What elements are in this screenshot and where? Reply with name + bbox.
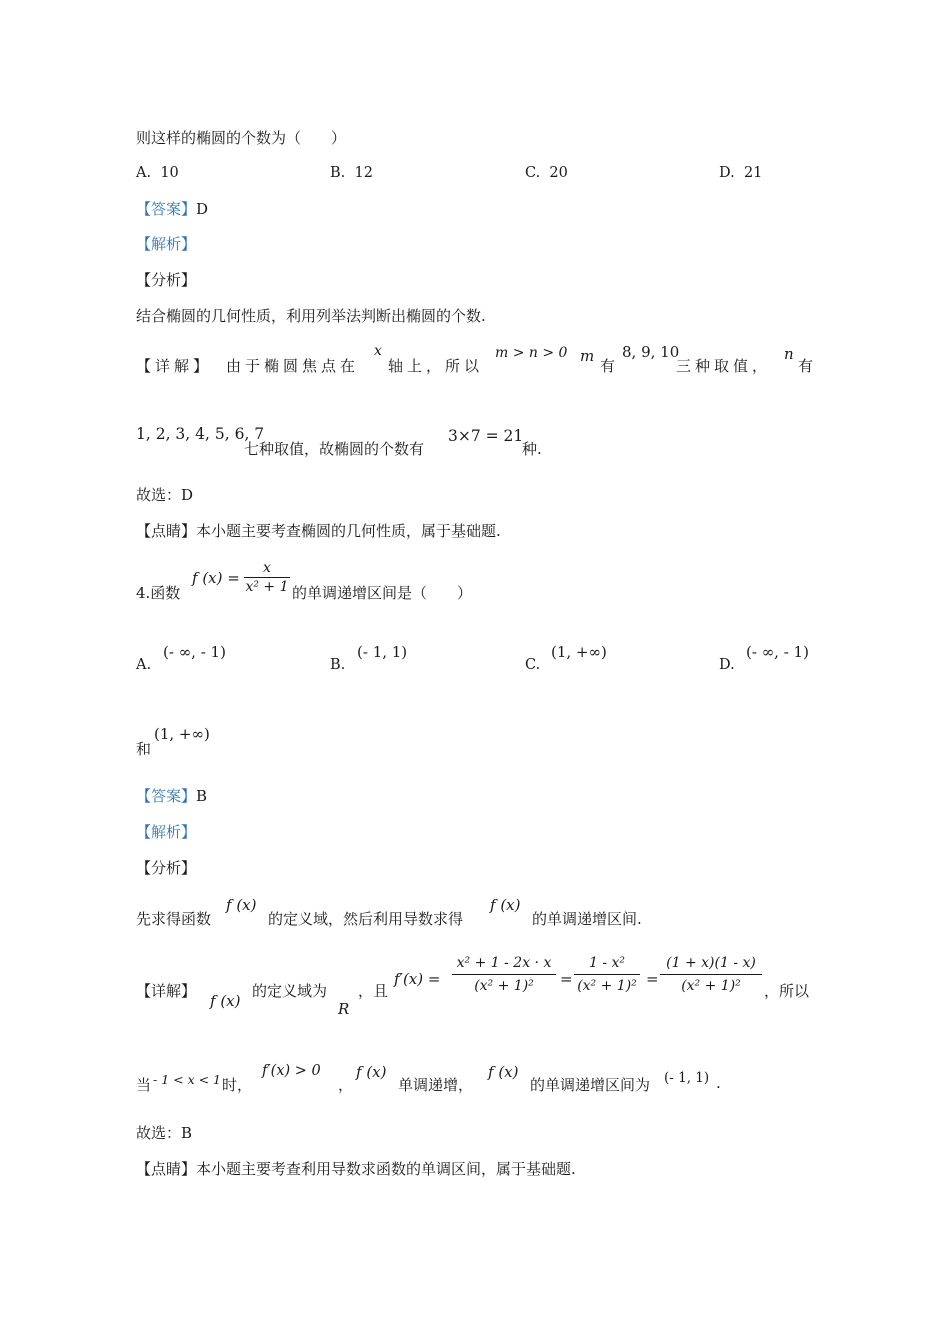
q3-detail-text-1e: 有 [798, 357, 814, 375]
q4-stem-fraction [244, 560, 290, 595]
q3-detail-text-1b: 轴上，所以 [388, 357, 484, 375]
answer-tag: 【答案】 [136, 787, 197, 805]
q4-option-a: (- ∞, - 1) [163, 643, 226, 661]
q4-option-d-interval: (1, +∞) [154, 725, 210, 743]
q4-option-d-letter: D. [719, 657, 735, 673]
q4-frac2 [574, 955, 640, 994]
q4-frac1 [452, 955, 556, 994]
q3-detail-nvals: 1, 2, 3, 4, 5, 6, 7 [136, 425, 265, 443]
q4-stem-f: f (x) = [192, 569, 240, 587]
q4-frac2-num: 1 - x² [574, 955, 640, 975]
q4-fenxi-f2: f (x) [490, 896, 521, 914]
q4-detail-fx: f (x) [210, 992, 241, 1010]
q4-line2-fprime: f′(x) > 0 [262, 1063, 321, 1079]
q4-detail-c: ，所以 [764, 982, 810, 1000]
q4-fenxi-a: 先求得函数 [136, 910, 212, 928]
q3-guxuan: 故选：D [136, 486, 194, 504]
q3-detail-text-1c: 有 [600, 357, 616, 375]
q3-jiexi-tag: 【解析】 [136, 235, 197, 253]
q4-guxuan: 故选：B [136, 1124, 193, 1142]
q4-frac3-num: (1 + x)(1 - x) [660, 955, 762, 975]
q4-frac1-num: x² + 1 - 2x · x [452, 955, 556, 975]
q4-option-d-he: 和 [136, 740, 152, 758]
q4-eq2: = [646, 970, 659, 988]
q3-detail-ineq: m > n > 0 [495, 345, 568, 361]
q4-stem-num: x [244, 560, 290, 578]
q4-line2-d: 单调递增， [398, 1076, 474, 1094]
q3-option-d: D. 21 [719, 165, 763, 181]
q3-dianjing: 【点睛】本小题主要考查椭圆的几何性质，属于基础题. [136, 522, 501, 540]
q4-line2-f1: f (x) [356, 1063, 387, 1081]
q3-option-a: A. 10 [136, 165, 179, 181]
q4-option-c: (1, +∞) [551, 643, 607, 661]
q4-frac3-den: (x² + 1)² [681, 978, 741, 994]
q3-answer: 【答案】D [136, 200, 209, 218]
q4-stem-den: x² + 1 [245, 579, 289, 595]
q4-answer: 【答案】B [136, 787, 208, 805]
q4-fenxi-f1: f (x) [226, 896, 257, 914]
q4-stem-suffix: 的单调递增区间是（ ） [292, 584, 473, 602]
q3-detail-x: x [374, 343, 382, 359]
q4-frac2-den: (x² + 1)² [577, 978, 637, 994]
q4-frac3 [660, 955, 762, 994]
q3-detail-text-2a: 七种取值，故椭圆的个数有 [244, 440, 425, 458]
q4-line2-b: 时， [222, 1076, 253, 1094]
q4-option-a-letter: A. [136, 657, 152, 673]
q4-fenxi-c: 的单调递增区间. [532, 910, 642, 928]
q3-stem: 则这样的椭圆的个数为（ ） [136, 129, 347, 147]
q3-fenxi-tag: 【分析】 [136, 271, 197, 289]
q4-fenxi-tag: 【分析】 [136, 859, 197, 877]
q4-line2-f2: f (x) [488, 1063, 519, 1081]
answer-tag: 【答案】 [136, 200, 197, 218]
q4-detail-a: 的定义域为 [252, 982, 328, 1000]
q3-detail-text-1d: 三种取值， [676, 357, 772, 375]
q3-detail-text-1a: 由于椭圆焦点在 [226, 357, 360, 375]
q4-stem-prefix: 4.函数 [136, 584, 181, 602]
q3-option-b: B. 12 [330, 165, 373, 181]
q3-option-c: C. 20 [525, 165, 568, 181]
q4-line2-interval: (- 1, 1) [664, 1070, 710, 1086]
q3-detail-text-2b: 种. [522, 440, 542, 458]
q4-line2-e: 的单调递增区间为 [530, 1076, 651, 1094]
q4-option-b: (- 1, 1) [357, 643, 408, 661]
q4-detail-R: R [338, 1000, 350, 1018]
q4-line2-a: 当 [136, 1076, 152, 1094]
q3-detail-m: m [580, 347, 595, 365]
q4-eq1: = [560, 970, 573, 988]
q3-detail-n: n [784, 345, 794, 363]
q4-line2-c: ， [338, 1076, 354, 1094]
q4-option-d: (- ∞, - 1) [746, 643, 809, 661]
q4-option-c-letter: C. [525, 657, 541, 673]
q3-detail-mvals: 8, 9, 10 [622, 343, 680, 361]
q4-dianjing: 【点睛】本小题主要考查利用导数求函数的单调区间，属于基础题. [136, 1160, 576, 1178]
q3-fenxi-text: 结合椭圆的几何性质，利用列举法判断出椭圆的个数. [136, 307, 486, 325]
q4-fenxi-b: 的定义域，然后利用导数求得 [268, 910, 464, 928]
q4-jiexi-tag: 【解析】 [136, 823, 197, 841]
dianjing-tag: 【点睛】 [136, 1160, 197, 1178]
q4-detail-b: ，且 [358, 982, 389, 1000]
q3-detail-calc: 3×7 = 21 [448, 427, 524, 445]
q4-detail-tag: 【详解】 [136, 982, 197, 1000]
q4-option-b-letter: B. [330, 657, 346, 673]
q4-detail-fprime: f′(x) = [394, 970, 441, 988]
q3-detail-tag: 【详解】 [136, 357, 213, 375]
q4-line2-period: . [716, 1074, 721, 1092]
dianjing-tag: 【点睛】 [136, 522, 197, 540]
q4-line2-ineq: - 1 < x < 1 [153, 1072, 221, 1087]
q4-frac1-den: (x² + 1)² [474, 978, 534, 994]
